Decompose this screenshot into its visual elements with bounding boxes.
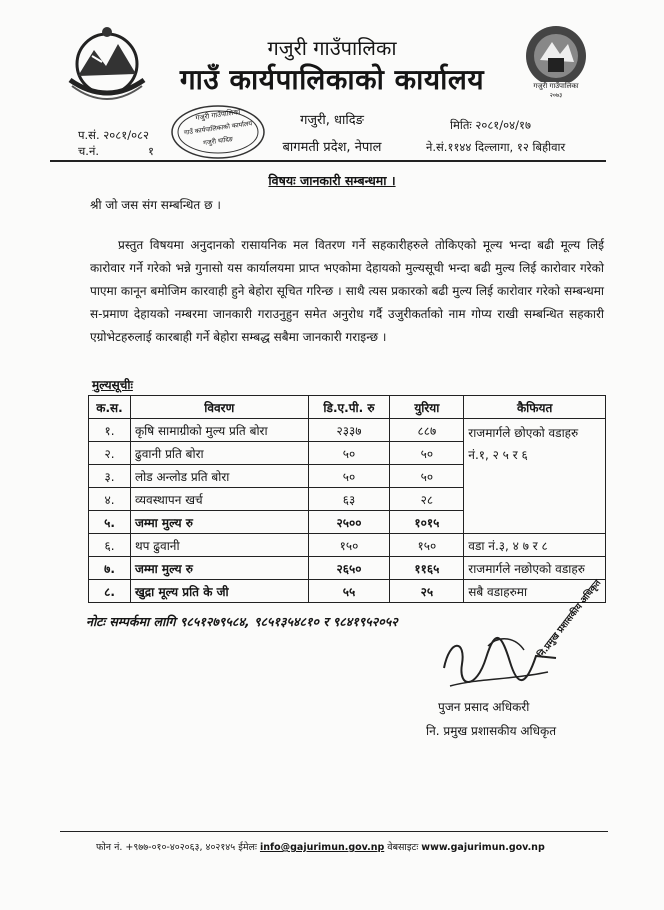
office-stamp <box>168 103 268 165</box>
price-table <box>88 395 606 603</box>
row-description: ढुवानी प्रति बोरा <box>130 442 308 465</box>
row-dap: २३३७ <box>308 419 390 442</box>
footer-email-label: ईमेलः <box>238 842 257 853</box>
province-name: बागमती प्रदेश, नेपाल <box>282 140 382 155</box>
remarks-cell-3: राजमार्गले नछोएको वडाहरु <box>464 557 606 580</box>
table-row <box>89 580 606 603</box>
footer-email-link[interactable]: info@gajurimun.gov.np <box>259 842 385 853</box>
ps-number: प.सं. २०८१/०८२ <box>78 128 150 142</box>
row-urea: २८ <box>390 488 464 511</box>
signatory-name: पुजन प्रसाद अधिकरी <box>438 700 530 714</box>
logo-year: २०७३ <box>549 92 563 99</box>
row-description: जम्मा मुल्य रु <box>130 557 308 580</box>
col-header-urea: युरिया <box>390 396 464 419</box>
row-urea: १०१५ <box>390 511 464 534</box>
signature-stamp-text: नि.प्रमुख प्रशासकीय अधिकृत <box>536 578 604 661</box>
row-dap: ५० <box>308 442 390 465</box>
remarks-cell-1 <box>464 419 606 534</box>
cn-value: १ <box>148 144 154 158</box>
col-header-dap: डि.ए.पी. रु <box>308 396 390 419</box>
row-urea: २५ <box>390 580 464 603</box>
row-sn: १. <box>89 419 131 442</box>
row-sn: ३. <box>89 465 131 488</box>
stamp-line1: गजुरी गाउँपालिका <box>194 107 241 123</box>
row-urea: ५० <box>390 442 464 465</box>
col-header-sn: क.स. <box>89 396 131 419</box>
place-name: गजुरी, धादिङ <box>300 113 364 128</box>
table-header-row <box>89 396 606 419</box>
remarks-cell-2: वडा नं.३, ४ ७ र ८ <box>464 534 606 557</box>
price-list-label: मुल्यसूचीः <box>92 378 133 392</box>
row-description: लोड अन्लोड प्रति बोरा <box>130 465 308 488</box>
row-sn: २. <box>89 442 131 465</box>
row-description: थप ढुवानी <box>130 534 308 557</box>
row-urea: ५० <box>390 465 464 488</box>
row-dap: ६३ <box>308 488 390 511</box>
subject-text: विषयः जानकारी सम्बन्धमा । <box>268 173 396 188</box>
row-dap: १५० <box>308 534 390 557</box>
table-row <box>89 534 606 557</box>
cn-label: च.नं. <box>78 144 99 158</box>
footer-website-label: वेबसाइटः <box>387 842 419 853</box>
row-dap: ५० <box>308 465 390 488</box>
col-header-remarks: कैफियत <box>464 396 606 419</box>
salutation: श्री जो जस संग सम्बन्धित छ । <box>90 198 221 212</box>
date-ns: ने.सं.११४४ दिल्लागा, १२ बिहीवार <box>426 140 566 154</box>
row-sn: ६. <box>89 534 131 557</box>
stamp-line2: गाउँ कार्यपालिकाको कार्यालय <box>183 119 253 137</box>
row-dap: ५५ <box>308 580 390 603</box>
remarks-line: नं.१, २ ५ र ६ <box>468 448 528 462</box>
row-description: जम्मा मुल्य रु <box>130 511 308 534</box>
subject-line <box>0 172 664 189</box>
row-description: कृषि सामाग्रीको मुल्य प्रति बोरा <box>130 419 308 442</box>
table-row <box>89 419 606 442</box>
row-dap: २६५० <box>308 557 390 580</box>
logo-caption: गजुरी गाउँपालिका <box>533 82 579 90</box>
row-urea: १५० <box>390 534 464 557</box>
contact-note: नोटः सम्पर्कमा लागि ९८५१२७९५८४, ९८५१३५४८१० र ९८४१९५२०५२ <box>86 614 398 629</box>
footer <box>96 840 545 853</box>
row-sn: ८. <box>89 580 131 603</box>
signatory-title: नि. प्रमुख प्रशासकीय अधिकृत <box>426 724 557 738</box>
row-description: खुद्रा मूल्य प्रति के जी <box>130 580 308 603</box>
footer-website-link[interactable]: www.gajurimun.gov.np <box>421 842 545 853</box>
stamp-line3: गजुरी धादिङ <box>202 134 234 148</box>
row-urea: ८८७ <box>390 419 464 442</box>
footer-divider <box>60 831 608 832</box>
row-dap: २५०० <box>308 511 390 534</box>
col-header-description: विवरण <box>130 396 308 419</box>
remarks-cell-4: सबै वडाहरुमा <box>464 580 606 603</box>
office-name: गाउँ कार्यपालिकाको कार्यालय <box>179 63 485 96</box>
remarks-line: राजमार्गले छोएको वडाहरु <box>468 426 579 440</box>
org-name: गजुरी गाउँपालिका <box>267 36 397 60</box>
row-description: व्यवस्थापन खर्च <box>130 488 308 511</box>
row-sn: ४. <box>89 488 131 511</box>
row-sn: ७. <box>89 557 131 580</box>
header-divider <box>50 160 606 162</box>
row-sn: ५. <box>89 511 131 534</box>
date-bs: मितिः २०८१/०४/१७ <box>450 118 531 132</box>
row-urea: ११६५ <box>390 557 464 580</box>
table-row <box>89 557 606 580</box>
body-paragraph: प्रस्तुत विषयमा अनुदानको रासायनिक मल वितरण गर्ने सहकारीहरुले तोकिएको मूल्य भन्दा बढी मूल्य लिई कारोवार गर्ने गरेको भन्ने गुनासो यस कार्यालयमा प्राप्त भएकोमा देहायको मुल्यसूची भन्दा बढी मुल्य लिई कारोवार गरेको पाएमा कानून बमोजिम कारवाही हुने बेहोरा सूचित गरिन्छ । साथै त्यस प्रकारको बढी मुल्य लिई कारोवार गरेको सम्बन्धमा स-प्रमाण देहायको नम्बरमा जानकारी गराउनुहुन समेत अनुरोध गर्दै उजुरीकर्ताको नाम गोप्य राखी सम्बन्धित सहकारी एग्रोभेटहरुलाई कारबाही गर्ने बेहोरा सम्बद्ध सबैमा जानकारी गराइन्छ । <box>90 238 604 344</box>
footer-phone: फोन नं. +९७७-०१०-४०२०६३, ४०२१४५ <box>96 842 236 853</box>
